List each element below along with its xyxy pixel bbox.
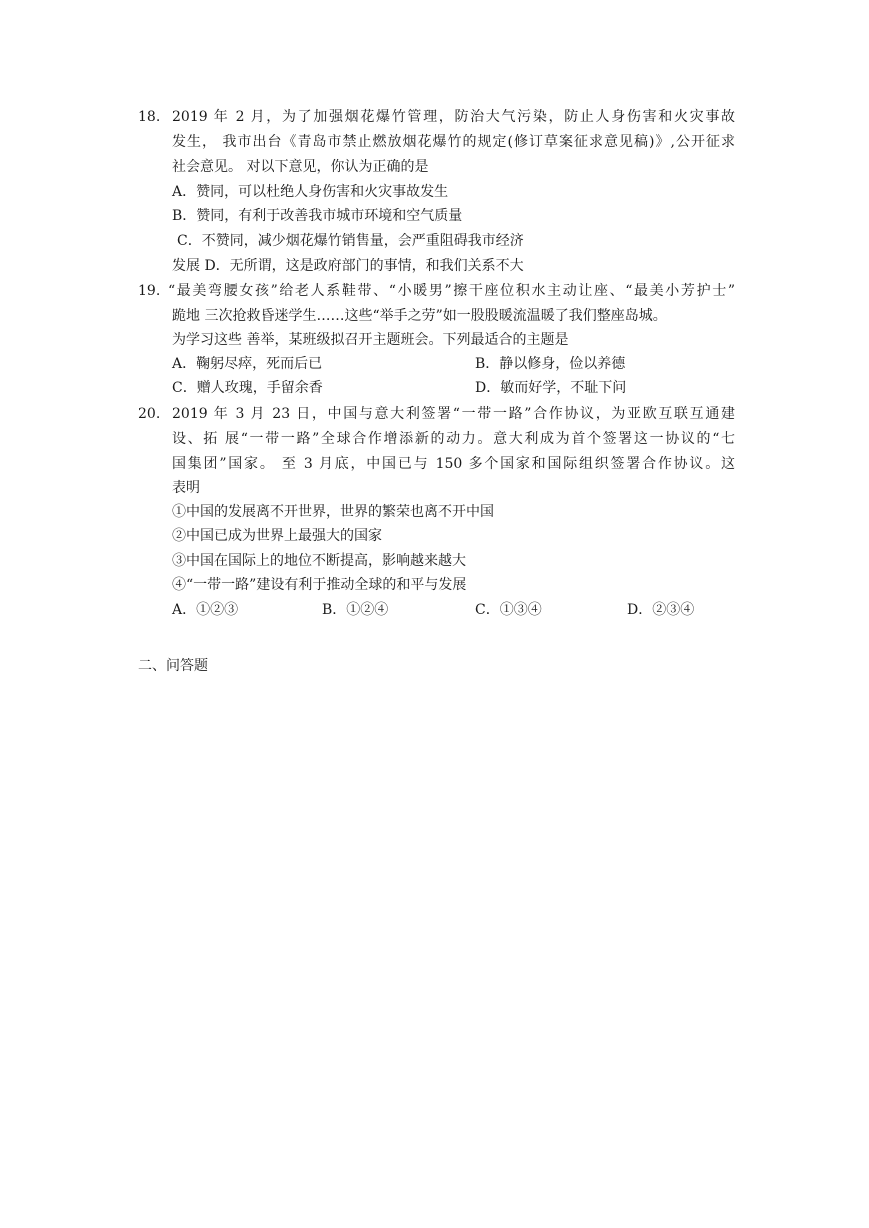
- question-number: 20.: [138, 406, 161, 422]
- option-d: 发展 D．无所谓，这是政府部门的事情，和我们关系不大: [172, 258, 524, 274]
- option-c: C．①③④: [475, 602, 542, 618]
- statement-1: ①中国的发展离不开世界，世界的繁荣也离不开中国: [172, 504, 494, 520]
- option-b: B．①②④: [322, 602, 389, 618]
- option-c: C．不赞同，减少烟花爆竹销售量，会严重阻碍我市经济: [177, 233, 524, 249]
- option-d: D．敏而好学，不耻下问: [475, 380, 627, 396]
- question-text-line: 设、拓 展“一带一路”全球合作增添新的动力。意大利成为首个签署这一协议的“七: [172, 431, 735, 447]
- section-heading: 二、问答题: [138, 658, 208, 674]
- statement-4: ④“一带一路”建设有利于推动全球的和平与发展: [172, 577, 467, 593]
- question-text-line: 为学习这些 善举，某班级拟召开主题班会。下列最适合的主题是: [172, 332, 569, 348]
- statement-3: ③中国在国际上的地位不断提高，影响越来越大: [172, 553, 466, 569]
- option-d: D．②③④: [627, 602, 695, 618]
- question-text-line: 跪地 三次抢救昏迷学生……这些“举手之劳”如一股股暖流温暖了我们整座岛城。: [172, 308, 667, 324]
- question-text-line: 2019 年 3 月 23 日，中国与意大利签署“一带一路”合作协议，为亚欧互联互通建: [172, 406, 735, 422]
- option-c: C．赠人玫瑰，手留余香: [172, 380, 323, 396]
- question-text-line: 2019 年 2 月，为了加强烟花爆竹管理，防治大气污染，防止人身伤害和火灾事故: [172, 109, 735, 125]
- option-a: A．①②③: [172, 602, 239, 618]
- option-a: A．鞠躬尽瘁，死而后已: [172, 356, 323, 372]
- question-text-line: “最美弯腰女孩”给老人系鞋带、“小暖男”擦干座位积水主动让座、“最美小芳护士”: [168, 283, 735, 299]
- question-text-line: 发生， 我市出台《青岛市禁止燃放烟花爆竹的规定(修订草案征求意见稿)》,公开征求: [172, 134, 735, 150]
- option-b: B．静以修身，俭以养德: [475, 356, 626, 372]
- statement-2: ②中国已成为世界上最强大的国家: [172, 528, 382, 544]
- question-text-line: 国集团”国家。 至 3 月底，中国已与 150 多个国家和国际组织签署合作协议。这: [172, 456, 735, 472]
- option-b: B．赞同，有利于改善我市城市环境和空气质量: [172, 208, 463, 224]
- question-number: 19.: [138, 283, 161, 299]
- option-a: A．赞同，可以杜绝人身伤害和火灾事故发生: [172, 184, 449, 200]
- question-number: 18.: [138, 109, 161, 125]
- question-text-line: 表明: [172, 480, 200, 496]
- question-text-line: 社会意见。 对以下意见，你认为正确的是: [172, 159, 429, 175]
